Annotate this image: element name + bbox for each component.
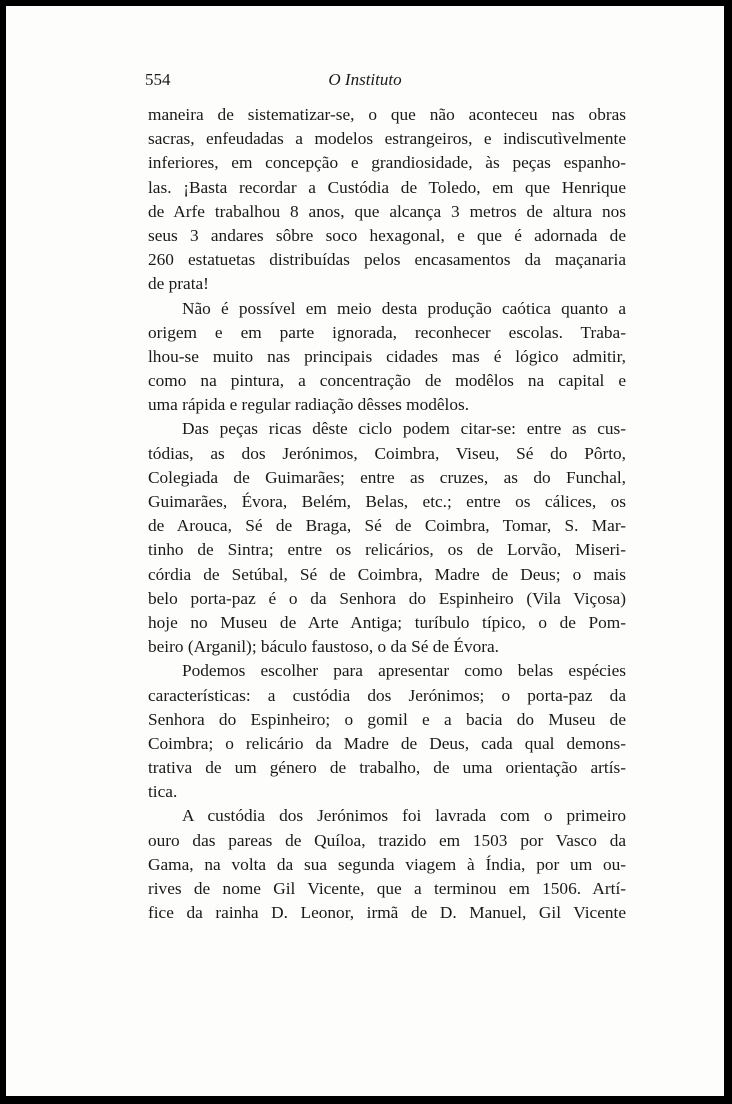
text-line: tinho de Sintra; entre os relicários, os de Lorvão, Miseri- [148, 540, 626, 560]
text-line: belo porta-paz é o da Senhora do Espinheiro (Vila Viçosa) [148, 588, 626, 608]
text-line: Não é possível em meio desta produção caótica quanto a [182, 298, 626, 318]
running-title: O Instituto [328, 70, 402, 89]
text-line: maneira de sistematizar-se, o que não aconteceu nas obras [148, 105, 626, 124]
text-line: trativa de um género de trabalho, de uma orientação artís- [148, 758, 626, 778]
text-line: Podemos escolher para apresentar como belas espécies [182, 661, 626, 681]
page [6, 6, 724, 1096]
text-line: las. ¡Basta recordar a Custódia de Toledo, em que Henrique [148, 177, 626, 197]
text-line: lhou-se muito nas principais cidades mas é lógico admitir, [148, 346, 626, 366]
page-header [6, 70, 724, 94]
text-line: A custódia dos Jerónimos foi lavrada com o primeiro [182, 806, 626, 826]
text-line: Gama, na volta da sua segunda viagem à Índia, por um ou- [148, 854, 626, 874]
text-line: tica. [148, 782, 178, 802]
text-line: Colegiada de Guimarães; entre as cruzes, as do Funchal, [148, 467, 626, 487]
text-line: Guimarães, Évora, Belém, Belas, etc.; entre os cálices, os [148, 492, 626, 511]
text-line: Das peças ricas dêste ciclo podem citar-se: entre as cus- [182, 419, 626, 439]
text-line: sacras, enfeudadas a modelos estrangeiros, e indiscutìvelmente [148, 129, 626, 149]
text-line: de Arfe trabalhou 8 anos, que alcança 3 metros de altura nos [148, 201, 626, 221]
text-line: uma rápida e regular radiação dêsses modêlos. [148, 395, 470, 415]
text-line: inferiores, em concepção e grandiosidade, às peças espanho- [148, 153, 626, 173]
text-line: características: a custódia dos Jerónimos; o porta-paz da [148, 685, 626, 705]
page-number: 554 [145, 70, 171, 89]
text-line: rives de nome Gil Vicente, que a terminou em 1506. Artí- [148, 879, 626, 898]
text-line: córdia de Setúbal, Sé de Coimbra, Madre de Deus; o mais [148, 564, 626, 584]
text-line: de prata! [148, 274, 209, 294]
text-line: beiro (Arganil); báculo faustoso, o da Sé de Évora. [148, 637, 499, 657]
text-line: 260 estatuetas distribuídas pelos encasamentos da maçanaria [148, 250, 626, 270]
text-line: origem e em parte ignorada, reconhecer escolas. Traba- [148, 322, 626, 342]
text-line: seus 3 andares sôbre soco hexagonal, e que é adornada de [148, 225, 626, 245]
text-line: tódias, as dos Jerónimos, Coimbra, Viseu, Sé do Pôrto, [148, 443, 626, 463]
text-line: de Arouca, Sé de Braga, Sé de Coimbra, Tomar, S. Mar- [148, 516, 626, 536]
text-line: ouro das pareas de Quíloa, trazido em 1503 por Vasco da [148, 830, 626, 850]
text-line: Coimbra; o relicário da Madre de Deus, cada qual demons- [148, 733, 626, 753]
text-line: como na pintura, a concentração de modêlos na capital e [148, 371, 626, 391]
body-text [148, 103, 626, 925]
text-line: hoje no Museu de Arte Antiga; turíbulo típico, o de Pom- [148, 612, 626, 632]
text-line: Senhora do Espinheiro; o gomil e a bacia do Museu de [148, 709, 626, 729]
text-line: fice da rainha D. Leonor, irmã de D. Manuel, Gil Vicente [148, 903, 626, 923]
